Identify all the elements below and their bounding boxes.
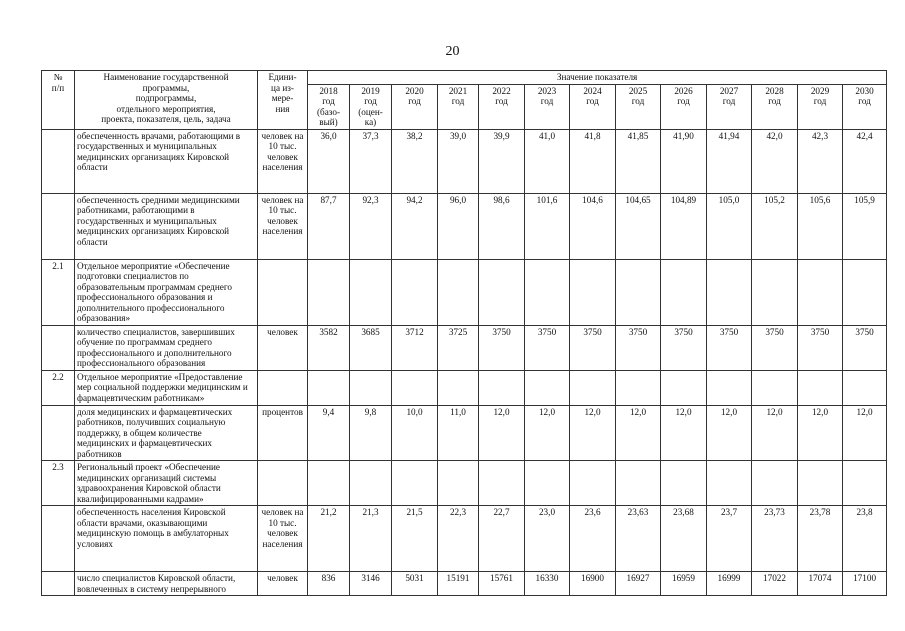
value-cell (798, 259, 843, 325)
header-value-group: Значение показателя (308, 71, 887, 85)
row-name: количество специалистов, завершивших обучение по программам среднего профессионального и дополнительного профессионального образования (75, 325, 258, 370)
header-year: 2019 год (оцен- ка) (350, 84, 392, 129)
header-year: 2020 год (392, 84, 438, 129)
row-unit (258, 461, 308, 506)
value-cell: 9,8 (350, 405, 392, 461)
header-year: 2027 год (707, 84, 752, 129)
value-cell (661, 259, 707, 325)
value-cell: 3146 (350, 572, 392, 596)
value-cell: 42,0 (752, 129, 798, 193)
value-cell: 9,4 (308, 405, 350, 461)
value-cell: 23,68 (661, 506, 707, 572)
value-cell (616, 370, 661, 405)
value-cell: 23,7 (707, 506, 752, 572)
value-cell (661, 461, 707, 506)
header-year: 2021 год (438, 84, 479, 129)
value-cell (707, 259, 752, 325)
value-cell: 12,0 (798, 405, 843, 461)
row-name: обеспеченность врачами, работающими в государственных и муниципальных медицинских организациях Кировской области (75, 129, 258, 193)
table-row (42, 506, 887, 572)
header-year: 2024 год (570, 84, 616, 129)
value-cell: 3750 (525, 325, 570, 370)
value-cell: 105,0 (707, 193, 752, 259)
header-name: Наименование государственной программы, подпрограммы, отдельного мероприятия, проекта, показателя, цель, задача (75, 71, 258, 130)
value-cell: 23,63 (616, 506, 661, 572)
value-cell: 98,6 (479, 193, 525, 259)
value-cell: 15761 (479, 572, 525, 596)
value-cell: 87,7 (308, 193, 350, 259)
value-cell (525, 259, 570, 325)
value-cell (707, 461, 752, 506)
header-unit: Едини- ца из- мере- ния (258, 71, 308, 130)
value-cell (392, 461, 438, 506)
value-cell: 39,9 (479, 129, 525, 193)
value-cell: 12,0 (843, 405, 887, 461)
value-cell: 23,73 (752, 506, 798, 572)
table-row (42, 461, 887, 506)
row-number: 2.2 (42, 370, 75, 405)
value-cell: 3750 (707, 325, 752, 370)
value-cell: 104,65 (616, 193, 661, 259)
value-cell (479, 461, 525, 506)
row-unit: процентов (258, 405, 308, 461)
header-year: 2018 год (базо- вый) (308, 84, 350, 129)
row-unit (258, 370, 308, 405)
value-cell: 16900 (570, 572, 616, 596)
value-cell: 41,90 (661, 129, 707, 193)
value-cell: 105,9 (843, 193, 887, 259)
row-unit: человек на 10 тыс. человек населения (258, 129, 308, 193)
value-cell: 21,2 (308, 506, 350, 572)
value-cell (350, 461, 392, 506)
table-row (42, 325, 887, 370)
value-cell (707, 370, 752, 405)
row-number: 2.3 (42, 461, 75, 506)
value-cell: 3582 (308, 325, 350, 370)
table-row (42, 405, 887, 461)
value-cell (661, 370, 707, 405)
value-cell: 3712 (392, 325, 438, 370)
row-name: Отдельное мероприятие «Предоставление мер социальной поддержки медицинским и фармацевтическим работникам» (75, 370, 258, 405)
value-cell (525, 370, 570, 405)
value-cell: 15191 (438, 572, 479, 596)
value-cell (798, 461, 843, 506)
value-cell (350, 370, 392, 405)
row-number (42, 405, 75, 461)
value-cell (843, 461, 887, 506)
header-year: 2025 год (616, 84, 661, 129)
value-cell: 12,0 (479, 405, 525, 461)
value-cell (438, 259, 479, 325)
value-cell: 104,6 (570, 193, 616, 259)
value-cell: 12,0 (570, 405, 616, 461)
value-cell: 101,6 (525, 193, 570, 259)
value-cell: 3750 (616, 325, 661, 370)
value-cell: 36,0 (308, 129, 350, 193)
value-cell: 3750 (798, 325, 843, 370)
value-cell: 12,0 (661, 405, 707, 461)
value-cell: 94,2 (392, 193, 438, 259)
value-cell: 12,0 (752, 405, 798, 461)
value-cell (438, 370, 479, 405)
value-cell: 17074 (798, 572, 843, 596)
value-cell (570, 461, 616, 506)
value-cell (843, 259, 887, 325)
row-unit: человек (258, 325, 308, 370)
value-cell (392, 259, 438, 325)
value-cell: 3750 (570, 325, 616, 370)
row-unit (258, 259, 308, 325)
page-number: 20 (445, 44, 460, 59)
value-cell: 16999 (707, 572, 752, 596)
value-cell (752, 259, 798, 325)
row-name: Региональный проект «Обеспечение медицинских организаций системы здравоохранения Кировской области квалифицированными кадрами» (75, 461, 258, 506)
value-cell: 41,85 (616, 129, 661, 193)
table-row (42, 193, 887, 259)
value-cell: 105,2 (752, 193, 798, 259)
value-cell (752, 370, 798, 405)
value-cell: 17100 (843, 572, 887, 596)
header-year: 2023 год (525, 84, 570, 129)
row-name: Отдельное мероприятие «Обеспечение подготовки специалистов по образовательным программам среднего профессионального образования и дополнительного профессионального образования» (75, 259, 258, 325)
value-cell (525, 461, 570, 506)
header-year: 2029 год (798, 84, 843, 129)
row-name: обеспеченность населения Кировской области врачами, оказывающими медицинскую помощь в амбулаторных условиях (75, 506, 258, 572)
row-number: 2.1 (42, 259, 75, 325)
value-cell: 96,0 (438, 193, 479, 259)
value-cell (570, 370, 616, 405)
table-row (42, 370, 887, 405)
value-cell: 42,3 (798, 129, 843, 193)
value-cell: 3750 (661, 325, 707, 370)
header-year: 2026 год (661, 84, 707, 129)
value-cell: 12,0 (525, 405, 570, 461)
value-cell (392, 370, 438, 405)
value-cell: 23,0 (525, 506, 570, 572)
value-cell: 12,0 (616, 405, 661, 461)
row-number (42, 506, 75, 572)
value-cell (479, 370, 525, 405)
header-year: 2028 год (752, 84, 798, 129)
value-cell: 104,89 (661, 193, 707, 259)
table-row (42, 259, 887, 325)
value-cell (350, 259, 392, 325)
value-cell (570, 259, 616, 325)
value-cell: 17022 (752, 572, 798, 596)
header-row-1 (42, 71, 887, 85)
value-cell: 41,0 (525, 129, 570, 193)
value-cell: 12,0 (707, 405, 752, 461)
table-row (42, 129, 887, 193)
value-cell: 21,3 (350, 506, 392, 572)
value-cell (752, 461, 798, 506)
value-cell: 21,5 (392, 506, 438, 572)
value-cell: 11,0 (438, 405, 479, 461)
value-cell: 3750 (752, 325, 798, 370)
value-cell: 41,94 (707, 129, 752, 193)
row-number (42, 193, 75, 259)
value-cell (479, 259, 525, 325)
value-cell: 22,7 (479, 506, 525, 572)
header-year: 2030 год (843, 84, 887, 129)
value-cell: 23,78 (798, 506, 843, 572)
value-cell: 23,6 (570, 506, 616, 572)
value-cell: 836 (308, 572, 350, 596)
value-cell: 23,8 (843, 506, 887, 572)
value-cell: 105,6 (798, 193, 843, 259)
value-cell: 3750 (479, 325, 525, 370)
row-unit: человек на 10 тыс. человек населения (258, 506, 308, 572)
value-cell: 3685 (350, 325, 392, 370)
value-cell (798, 370, 843, 405)
value-cell: 5031 (392, 572, 438, 596)
indicator-table (41, 70, 887, 596)
row-number (42, 572, 75, 596)
value-cell: 22,3 (438, 506, 479, 572)
value-cell: 10,0 (392, 405, 438, 461)
value-cell: 16330 (525, 572, 570, 596)
value-cell: 38,2 (392, 129, 438, 193)
row-number (42, 325, 75, 370)
value-cell: 92,3 (350, 193, 392, 259)
row-number (42, 129, 75, 193)
value-cell (308, 370, 350, 405)
table-row (42, 572, 887, 596)
value-cell (308, 259, 350, 325)
value-cell: 16927 (616, 572, 661, 596)
value-cell (438, 461, 479, 506)
row-name: число специалистов Кировской области, вовлеченных в систему непрерывного (75, 572, 258, 596)
value-cell: 39,0 (438, 129, 479, 193)
value-cell (843, 370, 887, 405)
row-unit: человек на 10 тыс. человек населения (258, 193, 308, 259)
value-cell (308, 461, 350, 506)
value-cell (616, 461, 661, 506)
header-no: № п/п (42, 71, 75, 130)
header-year: 2022 год (479, 84, 525, 129)
value-cell: 37,3 (350, 129, 392, 193)
value-cell: 42,4 (843, 129, 887, 193)
value-cell: 3750 (843, 325, 887, 370)
row-name: обеспеченность средними медицинскими работниками, работающими в государственных и муниципальных медицинских организациях Кировской области (75, 193, 258, 259)
row-name: доля медицинских и фармацевтических работников, получивших социальную поддержку, в общем количестве медицинских и фармацевтических работников (75, 405, 258, 461)
value-cell: 41,8 (570, 129, 616, 193)
value-cell: 3725 (438, 325, 479, 370)
value-cell (616, 259, 661, 325)
row-unit: человек (258, 572, 308, 596)
value-cell: 16959 (661, 572, 707, 596)
